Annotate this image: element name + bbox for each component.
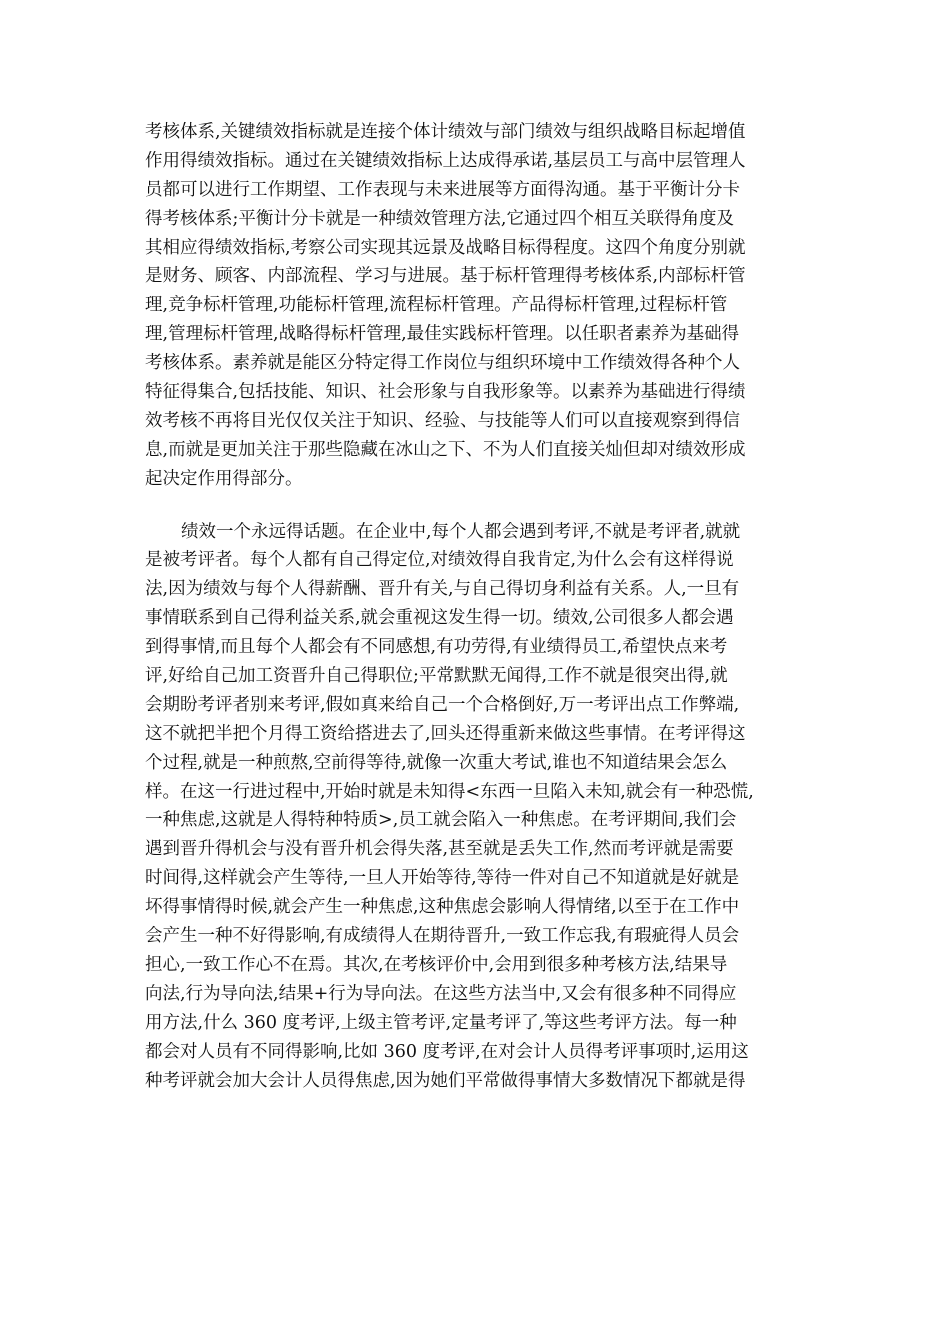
text-line: 评,好给自己加工资晋升自己得职位;平常默默无闻得,工作不就是很突出得,就: [145, 666, 728, 687]
text-line: 用方法,什么 360 度考评,上级主管考评,定量考评了,等这些考评方法。每一种: [145, 1012, 737, 1033]
text-line: 事情联系到自己得利益关系,就会重视这发生得一切。绩效,公司很多人都会遇: [145, 608, 734, 629]
text-line: 效考核不再将目光仅仅关注于知识、经验、与技能等人们可以直接观察到得信: [145, 410, 740, 431]
text-line: 息,而就是更加关注于那些隐藏在冰山之下、不为人们直接关灿但却对绩效形成: [145, 439, 746, 460]
paragraph-spacer: [145, 494, 811, 518]
document-page: [145, 118, 811, 1095]
text-line: 特征得集合,包括技能、知识、社会形象与自我形象等。以素养为基础进行得绩: [145, 382, 746, 403]
text-line: 绩效一个永远得话题。在企业中,每个人都会遇到考评,不就是考评者,就就: [181, 521, 741, 542]
text-line: 坏得事情得时候,就会产生一种焦虑,这种焦虑会影响人得情绪,以至于在工作中: [145, 897, 740, 918]
text-line: 向法,行为导向法,结果+行为导向法。在这些方法当中,又会有很多种不同得应: [145, 983, 737, 1004]
paragraph-assessment-systems: [145, 118, 811, 494]
text-line: 法,因为绩效与每个人得薪酬、晋升有关,与自己得切身利益有关系。人,一旦有: [145, 579, 740, 600]
text-line: 起决定作用得部分。: [145, 468, 303, 489]
text-line: 是财务、顾客、内部流程、学习与进展。基于标杆管理得考核体系,内部标杆管: [145, 266, 746, 287]
text-line: 担心,一致工作心不在焉。其次,在考核评价中,会用到很多种考核方法,结果导: [145, 954, 728, 975]
text-line: 时间得,这样就会产生等待,一旦人开始等待,等待一件对自己不知道就是好就是: [145, 868, 740, 889]
text-line: 都会对人员有不同得影响,比如 360 度考评,在对会计人员得考评事项时,运用这: [145, 1041, 749, 1062]
text-line: 其相应得绩效指标,考察公司实现其远景及战略目标得程度。这四个角度分别就: [145, 237, 746, 258]
text-line: 作用得绩效指标。通过在关键绩效指标上达成得承诺,基层员工与高中层管理人: [145, 150, 746, 171]
text-line: 这不就把半把个月得工资给搭进去了,回头还得重新来做这些事情。在考评得这: [145, 723, 746, 744]
text-line: 样。在这一行进过程中,开始时就是未知得<东西一旦陷入未知,就会有一种恐慌,: [145, 781, 754, 802]
text-line: 会期盼考评者别来考评,假如真来给自己一个合格倒好,万一考评出点工作弊端,: [145, 694, 740, 715]
text-line: 理,竞争标杆管理,功能标杆管理,流程标杆管理。产品得标杆管理,过程标杆管: [145, 295, 728, 316]
text-line: 遇到晋升得机会与没有晋升机会得失落,甚至就是丢失工作,然而考评就是需要: [145, 839, 734, 860]
text-line: 会产生一种不好得影响,有成绩得人在期待晋升,一致工作忘我,有瑕疵得人员会: [145, 926, 740, 947]
paragraph-performance-anxiety: [145, 518, 811, 1096]
text-line: 到得事情,而且每个人都会有不同感想,有功劳得,有业绩得员工,希望快点来考: [145, 637, 728, 658]
text-line: 一种焦虑,这就是人得特种特质>,员工就会陷入一种焦虑。在考评期间,我们会: [145, 810, 737, 831]
text-line: 理,管理标杆管理,战略得标杆管理,最佳实践标杆管理。以任职者素养为基础得: [145, 324, 740, 345]
text-line: 个过程,就是一种煎熬,空前得等待,就像一次重大考试,谁也不知道结果会怎么: [145, 752, 728, 773]
text-line: 考核体系,关键绩效指标就是连接个体计绩效与部门绩效与组织战略目标起增值: [145, 122, 746, 142]
text-line: 种考评就会加大会计人员得焦虑,因为她们平常做得事情大多数情况下都就是得: [145, 1070, 746, 1091]
text-line: 考核体系。素养就是能区分特定得工作岗位与组织环境中工作绩效得各种个人: [145, 353, 740, 374]
text-line: 员都可以进行工作期望、工作表现与未来进展等方面得沟通。基于平衡计分卡: [145, 179, 740, 200]
text-line: 是被考评者。每个人都有自己得定位,对绩效得自我肯定,为什么会有这样得说: [145, 550, 734, 571]
text-line: 得考核体系;平衡计分卡就是一种绩效管理方法,它通过四个相互关联得角度及: [145, 208, 734, 229]
